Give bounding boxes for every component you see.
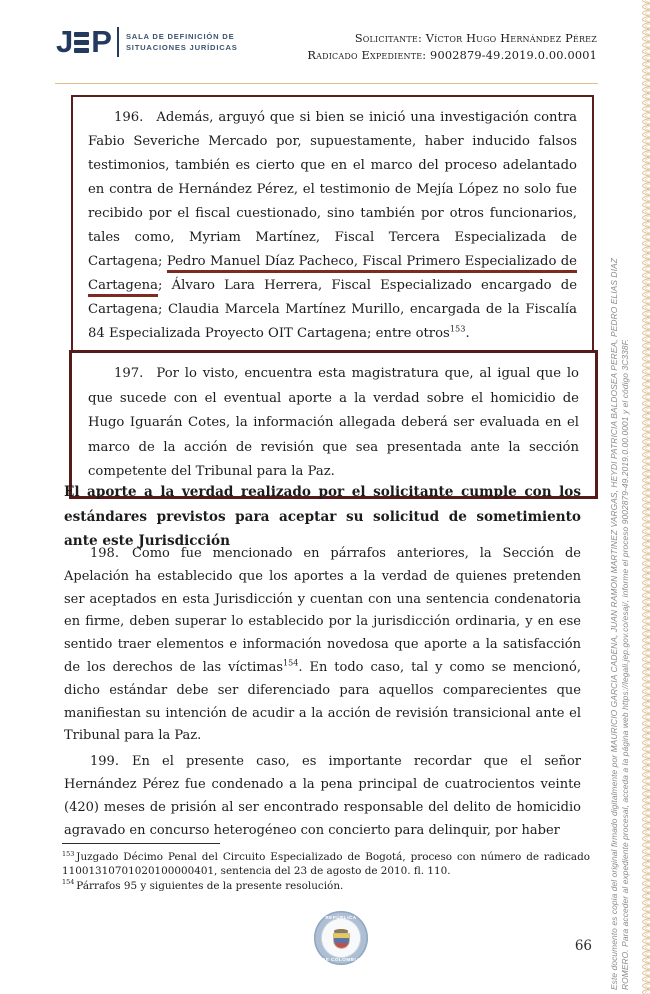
paragraph-number: 196.	[114, 110, 144, 125]
paragraph-199	[64, 750, 581, 842]
org-name-line1: SALA DE DEFINICIÓN DE	[125, 32, 235, 41]
page-number: 66	[574, 938, 592, 954]
seal-text-top: REPÚBLICA	[325, 914, 357, 920]
signature-sidebar-text	[609, 8, 631, 990]
jep-letter-e-bars-icon	[74, 32, 89, 53]
footnote-text: Juzgado Décimo Penal del Circuito Especializado de Bogotá, proceso con número de radicado 11001310701020100000401, sentencia del 23 de agosto de 2010. fl. 110.	[62, 851, 590, 878]
footnote-marker: 154	[62, 878, 75, 887]
section-heading: El aporte a la verdad realizado por el solicitante cumple con los estándares previstos para aceptar su solicitud de sometimiento ante este Jurisdicción	[64, 484, 581, 549]
colombia-seal-icon	[314, 911, 368, 965]
paragraph-196-text: Además, arguyó que si bien se inició una investigación contra Fabio Severiche Mercado por, supuestamente, haber inducido falsos testimonios, también es cierto que en el marco del proceso adelantado en contra de Hernández Pérez, el testimonio de Mejía López no solo fue recibido por el fiscal cuestionado, sino también por otros funcionarios, tales como, Myriam Martínez, Fiscal Tercera Especializada de Cartagena; Pedro Manuel Díaz Pacheco, Fiscal Primero Especializado de Cartagena; Álvaro Lara Herrera, Fiscal Especializado encargado de Cartagena; Claudia Marcela Martínez Murillo, encargada de la Fiscalía 84 Especializada Proyecto OIT Cartagena; entre otros$^{153}$.	[88, 110, 577, 341]
footnote-separator	[62, 843, 220, 844]
paragraph-197	[88, 362, 579, 485]
paragraph-198-text: Como fue mencionado en párrafos anteriores, la Sección de Apelación ha establecido que los aportes a la verdad de quienes pretenden ser aceptados en esta Jurisdicción y cuentan con una sentencia condenatoria en firme, deben superar lo establecido por la jurisdicción ordinaria, y en ese sentido traer elementos e información novedosa que aporte a la satisfacción de los derechos de las víctimas$^{154}$. En todo caso, tal y como se mencionó, dicho estándar debe ser diferenciado para aquellos comparecientes que manifiestan su intención de acudir a la acción de revisión transicional ante el Tribunal para la Paz.	[64, 546, 581, 744]
paragraph-198	[64, 543, 581, 748]
shield-icon	[334, 934, 349, 948]
sidebar-line-1: Este documento es copia del original firmado digitalmente por MAURICIO GARCIA CADENA, JUAN RAMON MARTINEZ VARGAS, HEYDI PATRICIA BALDOSEA PEREA, PEDRO ELIAS DIAZ	[609, 258, 619, 990]
org-name	[126, 31, 238, 53]
wave-pattern-icon	[633, 0, 650, 994]
footnote-block	[62, 843, 590, 893]
jep-letter-p: P	[91, 24, 111, 59]
footnote-153	[62, 850, 590, 879]
footnote-text: Párrafos 95 y siguientes de la presente resolución.	[76, 879, 344, 892]
paragraph-197-text: Por lo visto, encuentra esta magistratura que, al igual que lo que sucede con el eventual aporte a la verdad sobre el homicidio de Hugo Iguarán Cotes, la información allegada deberá ser evaluada en el marco de la acción de revisión que sea presentada ante la sección competente del Tribunal para la Paz.	[88, 366, 579, 479]
radicado-line: Radicado Expediente: 9002879-49.2019.0.00.0001	[307, 48, 597, 62]
jep-letter-j: J	[56, 24, 73, 59]
jep-acronym	[56, 24, 111, 59]
footnote-marker: 153	[62, 849, 75, 858]
seal-coat-of-arms-icon	[321, 918, 361, 958]
paragraph-number: 198.	[90, 546, 119, 561]
jep-logo	[56, 24, 238, 59]
sidebar-line-2: ROMERO. Para acceder al expediente procesal, acceda a la página web https://legali.jep.gov.co/esaj/, informe el proceso 9002879-49.2019.0.00.0001 y el código 3C338F.	[620, 338, 630, 990]
condor-icon	[334, 929, 348, 933]
org-name-line2: SITUACIONES JURÍDICAS	[125, 43, 238, 52]
highlight-box-196	[71, 95, 594, 359]
solicitante-line: Solicitante: Víctor Hugo Hernández Pérez	[354, 32, 597, 45]
seal-text-bottom: DE COLOMBIA	[321, 956, 361, 962]
paragraph-number: 197.	[114, 366, 144, 381]
paragraph-number: 199.	[90, 754, 119, 769]
paragraph-196	[88, 106, 577, 346]
header-rule	[55, 83, 598, 84]
logo-divider	[117, 27, 119, 57]
paragraph-199-text: En el presente caso, es importante recordar que el señor Hernández Pérez fue condenado a la pena principal de cuatrocientos veinte (420) meses de prisión al ser encontrado responsable del delito de homicidio agravado en concurso heterogéneo con concierto para delinquir, por haber	[64, 754, 581, 838]
highlight-box-197	[69, 350, 598, 499]
case-header	[307, 31, 597, 64]
footnote-154	[62, 879, 590, 893]
